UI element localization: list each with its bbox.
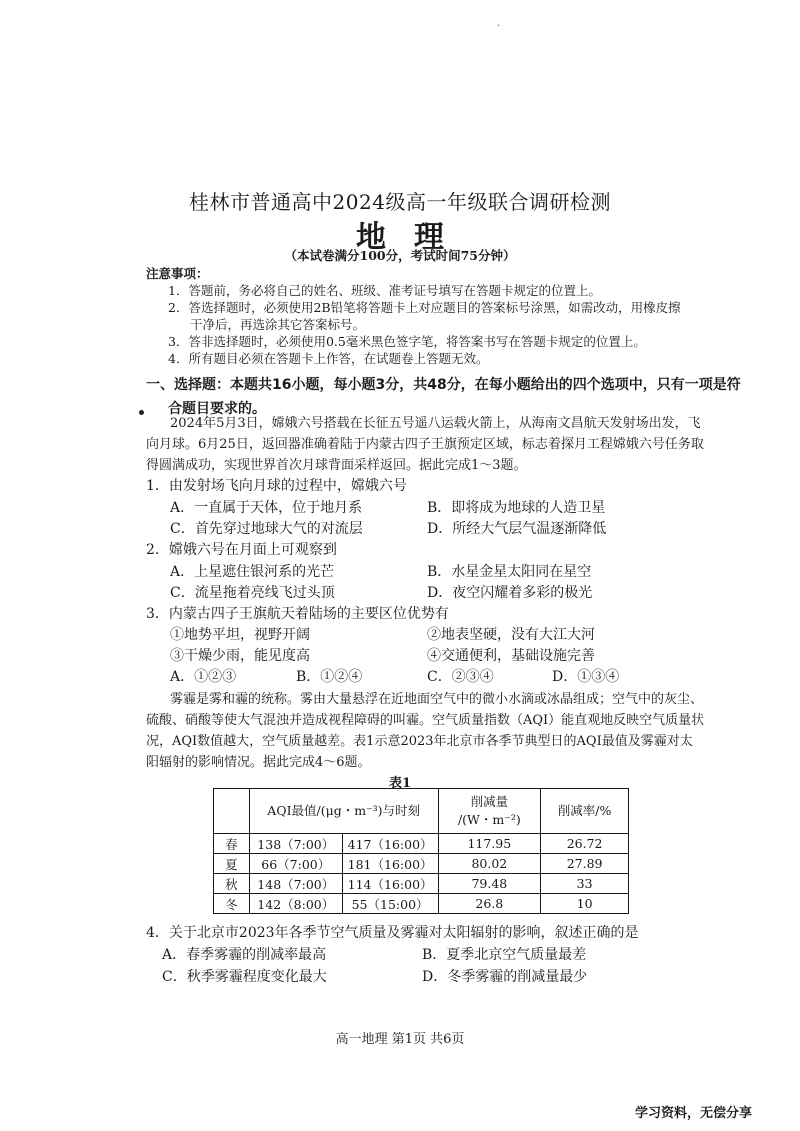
- reduction-cell: 80.02: [438, 854, 541, 874]
- notice-item: 3．答非选择题时，必须使用0.5毫米黑色签字笔，将答案书写在答题卡规定的位置上。: [168, 334, 646, 349]
- notice-item: 2．答选择题时，必须使用2B铅笔将答题卡上对应题目的答案标号涂黑，如需改动，用橡皮擦: [168, 300, 681, 315]
- page-footer: 高一地理 第1页 共6页: [335, 1032, 465, 1047]
- rate-header: 削减率/%: [541, 789, 629, 834]
- statement-3: ③干燥少雨，能见度高: [170, 648, 310, 664]
- passage-line: 雾霾是雾和霾的统称。雾由大量悬浮在近地面空气中的微小水滴或冰晶组成；空气中的灰尘、: [170, 692, 704, 707]
- option-a: A．上星遮住银河系的光芒: [170, 564, 335, 580]
- option-d: D．①③④: [552, 669, 620, 685]
- scan-speck: ·: [497, 21, 501, 32]
- aqi-min-cell: 142（8:00）: [249, 894, 342, 914]
- question-stem: 3．内蒙古四子王旗航天着陆场的主要区位优势有: [146, 606, 449, 622]
- subject-title: 地理: [356, 220, 472, 255]
- option-a: A．春季雾霾的削减率最高: [162, 947, 327, 963]
- option-c: C．流星拖着亮线飞过头顶: [170, 585, 335, 601]
- option-d: D．夜空闪耀着多彩的极光: [427, 585, 593, 601]
- season-cell: 冬: [214, 894, 250, 914]
- notice-item: 干净后，再选涂其它答案标号。: [190, 317, 366, 332]
- notice-item: 4．所有题目必须在答题卡上作答，在试题卷上答题无效。: [168, 351, 489, 366]
- aqi-min-cell: 148（7:00）: [249, 874, 342, 894]
- option-c: C．首先穿过地球大气的对流层: [170, 521, 363, 537]
- option-b: B．水星金星太阳同在星空: [427, 564, 592, 580]
- aqi-max-cell: 114（16:00）: [342, 874, 438, 894]
- season-cell: 春: [214, 834, 250, 854]
- bullet-dot: [139, 410, 144, 415]
- season-cell: 秋: [214, 874, 250, 894]
- aqi-max-cell: 55（15:00）: [342, 894, 438, 914]
- passage-line: 向月球。6月25日，返回器准确着陆于内蒙古四子王旗预定区域，标志着探月工程嫦娥六号任务取: [146, 437, 704, 452]
- option-b: B．①②④: [296, 669, 363, 685]
- reduction-cell: 26.8: [438, 894, 541, 914]
- passage-line: 阳辐射的影响情况。据此完成4～6题。: [146, 755, 371, 770]
- option-c: C．②③④: [427, 669, 494, 685]
- aqi-header: AQI最值/(μg・m⁻³)与时刻: [249, 789, 438, 834]
- question-stem: 4．关于北京市2023年各季节空气质量及雾霾对太阳辐射的影响，叙述正确的是: [146, 925, 639, 941]
- table-row: [214, 834, 629, 854]
- aqi-min-cell: 138（7:00）: [249, 834, 342, 854]
- question-stem: 2．嫦娥六号在月面上可观察到: [146, 542, 337, 558]
- option-c: C．秋季雾霾程度变化最大: [162, 969, 327, 985]
- passage-line: 况，AQI数值越大，空气质量越差。表1示意2023年北京市各季节典型日的AQI最值及雾霾对太: [146, 734, 693, 749]
- season-header: [214, 789, 250, 834]
- exam-info: （本试卷满分100分，考试时间75分钟）: [284, 248, 516, 263]
- aqi-max-cell: 181（16:00）: [342, 854, 438, 874]
- table-header-row: [214, 789, 629, 834]
- section-heading-line: 合题目要求的。: [168, 401, 266, 417]
- reduction-cell: 117.95: [438, 834, 541, 854]
- passage-line: 硫酸、硝酸等使大气混浊并造成视程障碍的叫霾。空气质量指数（AQI）能直观地反映空气质量状: [146, 713, 705, 728]
- statement-2: ②地表坚硬，没有大江大河: [427, 627, 595, 643]
- aqi-table: [213, 788, 629, 914]
- aqi-min-cell: 66（7:00）: [249, 854, 342, 874]
- option-a: A．一直属于天体，位于地月系: [170, 500, 363, 516]
- option-b: B．即将成为地球的人造卫星: [427, 500, 606, 516]
- rate-cell: 27.89: [541, 854, 629, 874]
- option-a: A．①②③: [170, 669, 237, 685]
- rate-cell: 10: [541, 894, 629, 914]
- watermark-text: 学习资料，无偿分享: [634, 1106, 752, 1121]
- exam-title: 桂林市普通高中2024级高一年级联合调研检测: [189, 190, 611, 214]
- option-d: D．冬季雾霾的削减量最少: [422, 969, 588, 985]
- season-cell: 夏: [214, 854, 250, 874]
- statement-1: ①地势平坦，视野开阔: [170, 627, 310, 643]
- aqi-max-cell: 417（16:00）: [342, 834, 438, 854]
- option-b: B．夏季北京空气质量最差: [422, 947, 587, 963]
- question-stem: 1．由发射场飞向月球的过程中，嫦娥六号: [146, 478, 407, 494]
- table-caption: 表1: [388, 776, 412, 791]
- passage-line: 得圆满成功，实现世界首次月球背面采样返回。据此完成1～3题。: [146, 458, 527, 473]
- rate-cell: 33: [541, 874, 629, 894]
- passage-line: 2024年5月3日，嫦娥六号搭载在长征五号遥八运载火箭上，从海南文昌航天发射场出发，飞: [170, 416, 701, 431]
- notice-heading: 注意事项：: [146, 266, 209, 281]
- statement-4: ④交通便利，基础设施完善: [427, 648, 595, 664]
- reduction-cell: 79.48: [438, 874, 541, 894]
- reduction-header-label: 削减量: [470, 794, 509, 809]
- section-heading-line: 一、选择题：本题共16小题，每小题3分，共48分，在每小题给出的四个选项中，只有一项是符: [146, 377, 741, 393]
- table-row: [214, 854, 629, 874]
- notice-item: 1．答题前，务必将自己的姓名、班级、准考证号填写在答题卡规定的位置上。: [168, 283, 601, 298]
- reduction-header: [438, 789, 541, 834]
- rate-cell: 26.72: [541, 834, 629, 854]
- table-row: [214, 894, 629, 914]
- option-d: D．所经大气层气温逐渐降低: [427, 521, 607, 537]
- table-row: [214, 874, 629, 894]
- reduction-header-unit: /(W・m⁻²): [457, 812, 521, 827]
